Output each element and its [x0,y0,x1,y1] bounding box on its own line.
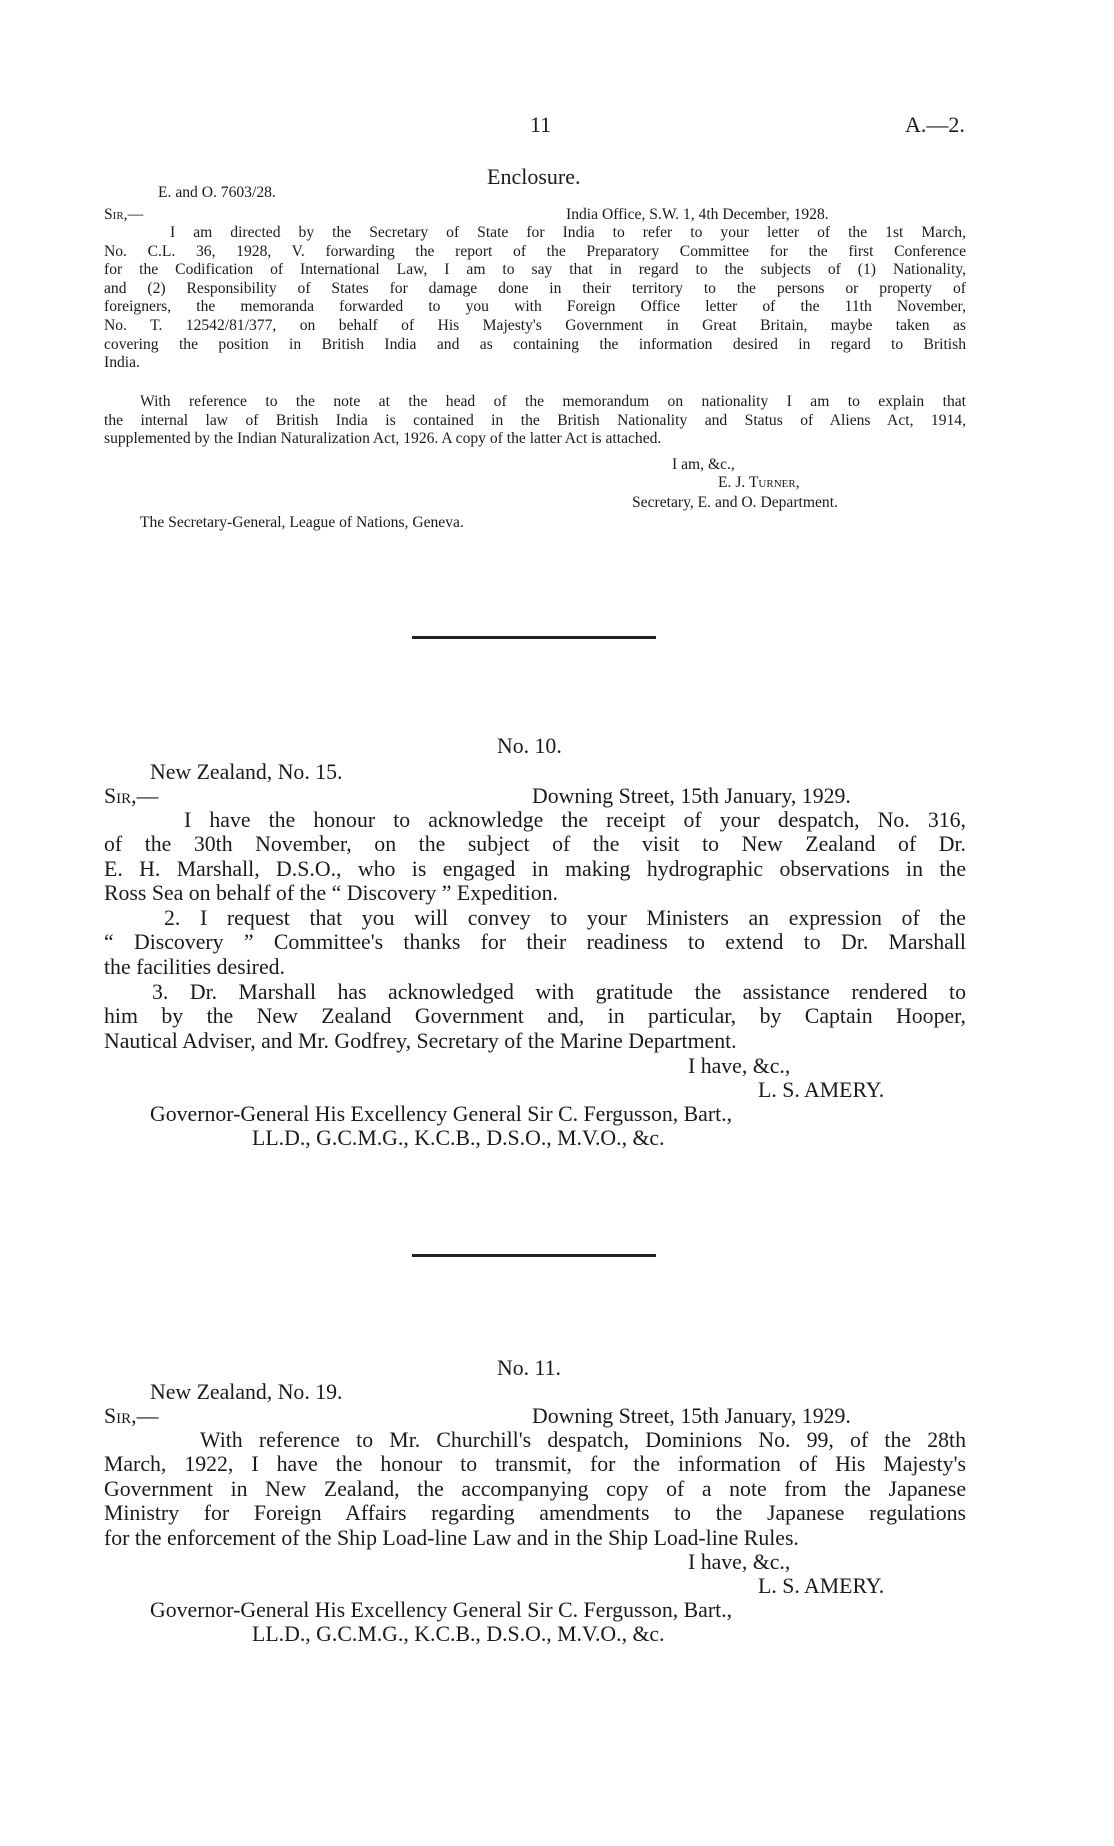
no10-addressee-line-2: LL.D., G.C.M.G., K.C.B., D.S.O., M.V.O., &c. [252,1126,665,1150]
enclosure-closing: I am, &c., [672,456,735,473]
enclosure-p1-line-2: No. C.L. 36, 1928, V. forwarding the report of the Preparatory Committee for the first Conference [104,242,966,260]
no10-paragraph-2 [104,906,966,979]
no10-p1-line-2: of the 30th November, on the subject of the visit to New Zealand of Dr. [104,832,966,857]
enclosure-salutation: Sir,— [104,206,144,223]
no11-address-date: Downing Street, 15th January, 1929. [532,1404,851,1428]
enclosure-p1-last-line: India. [104,354,140,372]
enclosure-signer: E. J. Turner, [718,474,800,491]
enclosure-signer-title: Secretary, E. and O. Department. [632,494,838,511]
no10-signer: L. S. AMERY. [758,1078,885,1102]
enclosure-p1-line-4: and (2) Responsibility of States for damage done in their territory to the persons or property of [104,279,966,297]
no10-address-date: Downing Street, 15th January, 1929. [532,784,851,808]
no11-paragraph-1 [104,1428,966,1550]
enclosure-p1-line-3: for the Codification of International Law, I am to say that in regard to the subjects of (1) Nationality, [104,261,966,279]
no10-reference: New Zealand, No. 15. [150,760,343,784]
no10-addressee-line-1: Governor-General His Excellency General Sir C. Fergusson, Bart., [150,1102,733,1126]
no10-paragraph-1 [104,808,966,906]
no11-p1-last-line: for the enforcement of the Ship Load-line Law and in the Ship Load-line Rules. [104,1525,799,1550]
enclosure-p2-line-1: With reference to the note at the head of the memorandum on nationality I am to explain that [140,393,966,410]
section-divider-2 [412,1254,656,1257]
no11-reference: New Zealand, No. 19. [150,1380,343,1404]
no11-p1-line-2: March, 1922, I have the honour to transmit, for the information of His Majesty's [104,1452,966,1477]
enclosure-p2-last-line: supplemented by the Indian Naturalization Act, 1926. A copy of the latter Act is attached. [104,430,662,448]
enclosure-p1-line-7: covering the position in British India and as containing the information desired in regard to British [104,335,966,353]
no10-heading: No. 10. [497,734,562,758]
enclosure-p1-line-1: I am directed by the Secretary of State for India to refer to your letter of the 1st March, [170,224,966,241]
no10-p2-last-line: the facilities desired. [104,954,285,979]
no11-heading: No. 11. [497,1356,561,1380]
no10-p1-line-1: I have the honour to acknowledge the receipt of your despatch, No. 316, [184,808,966,832]
no10-p2-line-2: “ Discovery ” Committee's thanks for their readiness to extend to Dr. Marshall [104,930,966,955]
no10-paragraph-3 [104,980,966,1053]
no10-p1-last-line: Ross Sea on behalf of the “ Discovery ” Expedition. [104,881,558,906]
no10-p2-line-1: 2. I request that you will convey to your Ministers an expression of the [164,906,966,930]
enclosure-address-date: India Office, S.W. 1, 4th December, 1928. [566,206,829,223]
no10-p1-line-3: E. H. Marshall, D.S.O., who is engaged in making hydrographic observations in the [104,856,966,881]
enclosure-p2-line-2: the internal law of British India is contained in the British Nationality and Status of Aliens Act, 1914, [104,411,966,429]
no10-p3-line-2: him by the New Zealand Government and, in particular, by Captain Hooper, [104,1004,966,1029]
no11-salutation: Sir,— [104,1404,159,1428]
enclosure-p1-line-6: No. T. 12542/81/377, on behalf of His Majesty's Government in Great Britain, maybe taken as [104,316,966,334]
enclosure-paragraph-2 [104,393,966,449]
section-divider-1 [412,636,656,639]
no11-signer: L. S. AMERY. [758,1574,885,1598]
no11-p1-line-1: With reference to Mr. Churchill's despatch, Dominions No. 99, of the 28th [200,1428,966,1452]
no11-closing: I have, &c., [688,1550,791,1574]
no10-closing: I have, &c., [688,1054,791,1078]
enclosure-reference: E. and O. 7603/28. [158,184,276,201]
page-number: 11 [530,112,552,137]
no11-p1-line-3: Government in New Zealand, the accompanying copy of a note from the Japanese [104,1476,966,1501]
no10-p3-last-line: Nautical Adviser, and Mr. Godfrey, Secretary of the Marine Department. [104,1028,737,1053]
no10-p3-line-1: 3. Dr. Marshall has acknowledged with gratitude the assistance rendered to [152,980,966,1004]
enclosure-title: Enclosure. [487,164,581,189]
document-code: A.—2. [905,112,965,137]
enclosure-paragraph-1 [104,224,966,373]
enclosure-addressee: The Secretary-General, League of Nations, Geneva. [140,514,464,531]
enclosure-p1-line-5: foreigners, the memoranda forwarded to you with Foreign Office letter of the 11th November, [104,298,966,316]
no10-salutation: Sir,— [104,784,159,808]
no11-addressee-line-1: Governor-General His Excellency General Sir C. Fergusson, Bart., [150,1598,733,1622]
no11-addressee-line-2: LL.D., G.C.M.G., K.C.B., D.S.O., M.V.O., &c. [252,1622,665,1646]
no11-p1-line-4: Ministry for Foreign Affairs regarding amendments to the Japanese regulations [104,1501,966,1526]
